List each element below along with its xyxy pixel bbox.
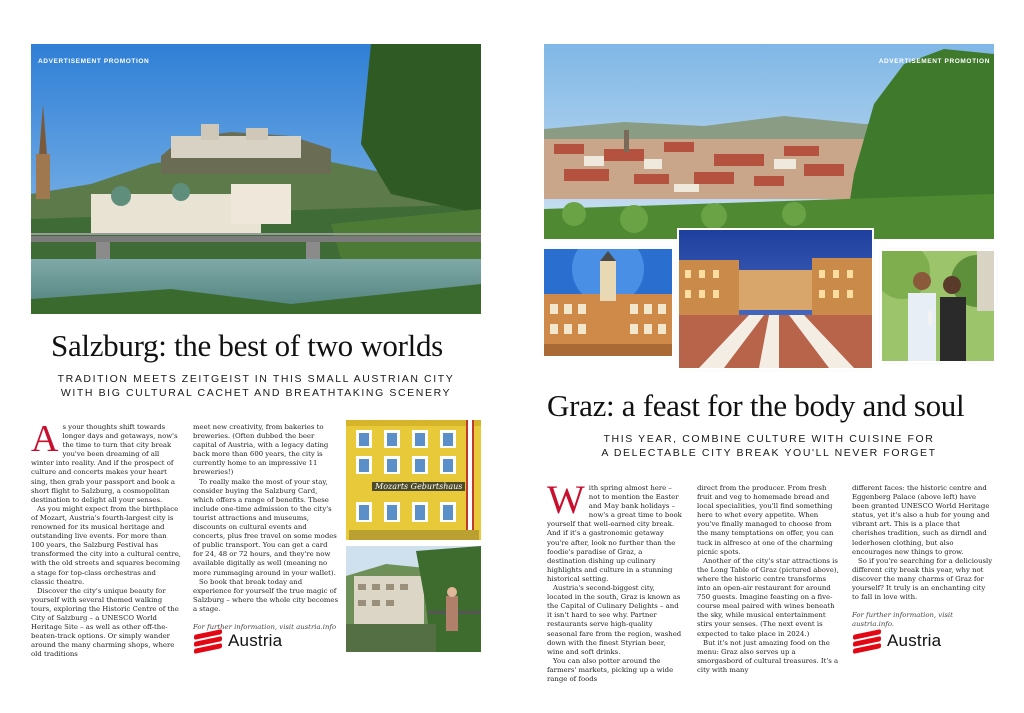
salzburg-further-info: For further information, visit austria.info bbox=[193, 622, 337, 631]
salzburg-paragraph: As you might expect from the birthplace of Mozart, Austria's fourth-largest city is renowned for its musical heritage and outstanding live events. For more than 100 years, the Salzburg Festival has transformed the city into a cultural centre, with the old streets and squares becoming a stage for top-class orchestras and classic theatre. bbox=[31, 504, 181, 586]
austria-logo bbox=[853, 631, 941, 651]
graz-palace-photo bbox=[544, 249, 672, 356]
long-table-photo bbox=[679, 230, 872, 368]
salzburg-paragraph: To really make the most of your stay, consider buying the Salzburg Card, which offers a range of benefits. These include one-time admission to the city's tourist attractions and museums, discounts on cultural events and concerts, plus free travel on some modes of public transport. You can get a card for 24, 48 or 72 hours, and they're now available digitally as well (meaning no more rummaging around in your wallet). bbox=[193, 477, 337, 577]
graz-standfirst bbox=[544, 432, 994, 460]
graz-paragraph: So if you're searching for a deliciously different city break this year, why not discover the many charms of Graz for yourself? It truly is an enchanting city to fall in love with. bbox=[852, 556, 993, 602]
graz-page bbox=[512, 0, 1024, 713]
austria-wordmark: Austria bbox=[228, 631, 283, 650]
graz-body-column-3 bbox=[852, 484, 994, 629]
salzburg-body-column-1 bbox=[31, 418, 181, 659]
standfirst-line-2: A DELECTABLE CITY BREAK YOU'LL NEVER FORGET bbox=[601, 447, 937, 459]
mozart-house-sign: Mozarts Geburtshaus bbox=[372, 482, 465, 491]
salzburg-body-column-2 bbox=[193, 423, 339, 632]
salzburg-paragraph: So book that break today and experience for yourself the true magic of Salzburg – where the whole city becomes a stage. bbox=[193, 577, 339, 613]
graz-paragraph: ith spring almost here – not to mention the Easter and May bank holidays – now's a great time to book yourself that well-earned city break. And if it's a gastronomic getaway you're after, look no further than the foodie's paradise of Graz, a destination dishing up culinary highlights and culture in a stunning historical setting. bbox=[547, 484, 682, 583]
graz-body-column-1 bbox=[547, 477, 682, 684]
graz-paragraph: Austria's second-biggest city, located in the south, Graz is known as the Capital of Culinary Delights – and it isn't hard to see why. Partner restaurants serve high-quality seasonal fare from the region, washed down with the finest Styrian beer, wine and soft drinks. bbox=[547, 584, 682, 656]
graz-paragraph: direct from the producer. From fresh fruit and veg to homemade bread and local specialities, you'll find something here to whet every appetite. When you've finally managed to choose from the many temptations on offer, you can tuck in alfresco at one of the charming picnic spots. bbox=[697, 484, 834, 556]
austria-wordmark: Austria bbox=[887, 631, 942, 650]
advertisement-promotion-label: ADVERTISEMENT PROMOTION bbox=[38, 58, 150, 65]
graz-paragraph: different faces: the historic centre and Eggenberg Palace (above left) have been granted UNESCO World Heritage status, yet it's also a hub for young and vibrant art. This is a place that cherishes tradition, such as dirndl and lederhosen clothing, but also encourages new things to grow. bbox=[852, 484, 990, 556]
graz-further-info: For further information, visit austria.info. bbox=[852, 611, 953, 629]
standfirst-line-2: WITH BIG CULTURAL CACHET AND BREATHTAKING SCENERY bbox=[60, 387, 452, 399]
austria-flag-icon bbox=[853, 632, 881, 650]
graz-body-column-2 bbox=[697, 484, 841, 675]
salzburg-paragraph: meet new creativity, from bakeries to breweries. (Often dubbed the beer capital of Austria, with a legacy dating back more than 600 years, the city is currently home to an impressive 11 breweries!) bbox=[193, 423, 329, 477]
salzburg-headline: Salzburg: the best of two worlds bbox=[51, 328, 443, 363]
salzburg-paragraph: Discover the city's unique beauty for yourself with several themed walking tours, exploring the Historic Centre of the City of Salzburg – a UNESCO World Heritage Site – as well as other off-the-beaten-track options. Or simply wander around the many charming shops, where old traditions bbox=[31, 586, 179, 659]
austria-flag-icon bbox=[194, 632, 222, 650]
graz-dropcap: W bbox=[547, 477, 585, 522]
salzburg-hero-photo bbox=[31, 44, 481, 314]
graz-couple-photo bbox=[882, 251, 994, 361]
graz-panorama-photo bbox=[544, 44, 994, 239]
austria-logo bbox=[194, 631, 282, 651]
standfirst-line-1: TRADITION MEETS ZEITGEIST IN THIS SMALL AUSTRIAN CITY bbox=[57, 373, 455, 385]
graz-paragraph: Another of the city's star attractions is the Long Table of Graz (pictured above), where the historic centre transforms into an open-air restaurant for around 750 guests. Imagine feasting on a five-course meal paired with wines beneath the sky, while musical entertainment stirs your senses. (The next event is expected to take place in 2024.) bbox=[697, 556, 839, 638]
graz-paragraph: But it's not just amazing food on the menu: Graz also serves up a smorgasbord of cultural treasures. It's a city with many bbox=[697, 638, 839, 674]
salzburg-standfirst bbox=[31, 372, 481, 400]
mozart-birthplace-photo bbox=[346, 420, 481, 540]
salzburg-old-town-photo bbox=[346, 546, 481, 652]
advertisement-promotion-label: ADVERTISEMENT PROMOTION bbox=[878, 58, 990, 65]
salzburg-dropcap: A bbox=[31, 418, 59, 460]
graz-headline: Graz: a feast for the body and soul bbox=[547, 388, 965, 423]
salzburg-paragraph: s your thoughts shift towards longer days and getaways, now's the time to turn that city break you've been dreaming of all winter into reality. And if the prospect of culture and concerts makes your heart sing, then grab your passport and book a short flight to Salzburg, a cosmopolitan destination to delight all your senses. bbox=[31, 423, 178, 504]
standfirst-line-1: THIS YEAR, COMBINE CULTURE WITH CUISINE FOR bbox=[603, 433, 935, 445]
graz-paragraph: You can also potter around the farmers' markets, picking up a wide range of foods bbox=[547, 656, 674, 683]
